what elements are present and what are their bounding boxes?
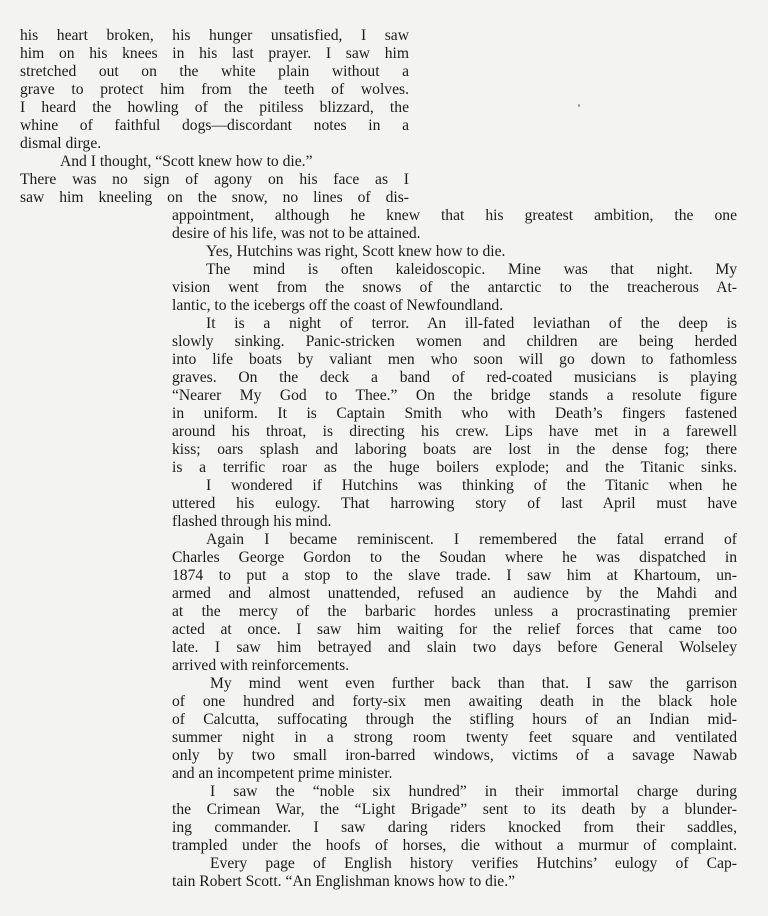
text-line: only by two small iron-barred windows, victims of a savage Nawab <box>172 747 737 764</box>
text-line: ing commander. I saw daring riders knocked from their saddles, <box>172 819 737 836</box>
text-line: desire of his life, was not to be attained. <box>172 225 421 242</box>
text-line: of one hundred and forty-six men awaiting death in the black hole <box>172 693 737 710</box>
text-line: I wondered if Hutchins was thinking of the Titanic when he <box>206 477 737 494</box>
text-line: There was no sign of agony on his face as I <box>20 171 409 188</box>
text-line: I heard the howling of the pitiless blizzard, the <box>20 99 409 116</box>
text-line: is a terrific roar as the huge boilers explode; and the Titanic sinks. <box>172 459 737 476</box>
text-line: flashed through his mind. <box>172 513 332 530</box>
text-line: kiss; oars splash and laboring boats are lost in the dense fog; there <box>172 441 737 458</box>
text-line: The mind is often kaleidoscopic. Mine was that night. My <box>206 261 737 278</box>
text-line: uttered his eulogy. That harrowing story of last April must have <box>172 495 737 512</box>
text-line: I saw the “noble six hundred” in their immortal charge during <box>210 783 737 800</box>
text-line: of Calcutta, suffocating through the stifling hours of an Indian mid- <box>172 711 737 728</box>
text-line: graves. On the deck a band of red-coated musicians is playing <box>172 369 737 386</box>
text-line: slowly sinking. Panic-stricken women and children are being herded <box>172 333 737 350</box>
text-line: the Crimean War, the “Light Brigade” sent to its death by a blunder- <box>172 801 737 818</box>
text-line: My mind went even further back than that. I saw the garrison <box>210 675 737 692</box>
text-line: around his throat, is directing his crew. Lips have met in a farewell <box>172 423 737 440</box>
text-line: appointment, although he knew that his greatest ambition, the one <box>172 207 737 224</box>
text-line: acted at once. I saw him waiting for the relief forces that came too <box>172 621 737 638</box>
text-line: grave to protect him from the teeth of wolves. <box>20 81 409 98</box>
text-line: him on his knees in his last prayer. I saw him <box>20 45 409 62</box>
text-line: It is a night of terror. An ill-fated leviathan of the deep is <box>206 315 737 332</box>
text-line: armed and almost unattended, refused an audience by the Mahdi and <box>172 585 737 602</box>
text-line: dismal dirge. <box>20 135 102 152</box>
text-line: his heart broken, his hunger unsatisfied, I saw <box>20 27 409 44</box>
text-line: summer night in a strong room twenty feet square and ventilated <box>172 729 737 746</box>
text-line: Again I became reminiscent. I remembered the fatal errand of <box>206 531 737 548</box>
text-line: Yes, Hutchins was right, Scott knew how to die. <box>206 243 506 260</box>
text-line: and an incompetent prime minister. <box>172 765 393 782</box>
text-line: at the mercy of the barbaric hordes unless a procrastinating premier <box>172 603 737 620</box>
text-line: in uniform. It is Captain Smith who with Death’s fingers fastened <box>172 405 737 422</box>
text-line: And I thought, “Scott knew how to die.” <box>60 153 313 170</box>
text-line: Every page of English history verifies Hutchins’ eulogy of Cap- <box>210 855 737 872</box>
text-line: into life boats by valiant men who soon will go down to fathomless <box>172 351 737 368</box>
text-line: whine of faithful dogs—discordant notes in a <box>20 117 409 134</box>
text-line: saw him kneeling on the snow, no lines of dis- <box>20 189 409 206</box>
text-line: lantic, to the icebergs off the coast of Newfoundland. <box>172 297 504 314</box>
paper-speck <box>578 104 580 107</box>
text-line: “Nearer My God to Thee.” On the bridge stands a resolute figure <box>172 387 737 404</box>
text-line: vision went from the snows of the antarctic to the treacherous At- <box>172 279 737 296</box>
text-line: trampled under the hoofs of horses, die without a murmur of complaint. <box>172 837 737 854</box>
text-line: 1874 to put a stop to the slave trade. I saw him at Khartoum, un- <box>172 567 737 584</box>
text-line: tain Robert Scott. “An Englishman knows how to die.” <box>172 873 516 890</box>
text-line: arrived with reinforcements. <box>172 657 350 674</box>
text-line: Charles George Gordon to the Soudan where he was dispatched in <box>172 549 737 566</box>
text-line: stretched out on the white plain without a <box>20 63 409 80</box>
text-line: late. I saw him betrayed and slain two days before General Wolseley <box>172 639 737 656</box>
